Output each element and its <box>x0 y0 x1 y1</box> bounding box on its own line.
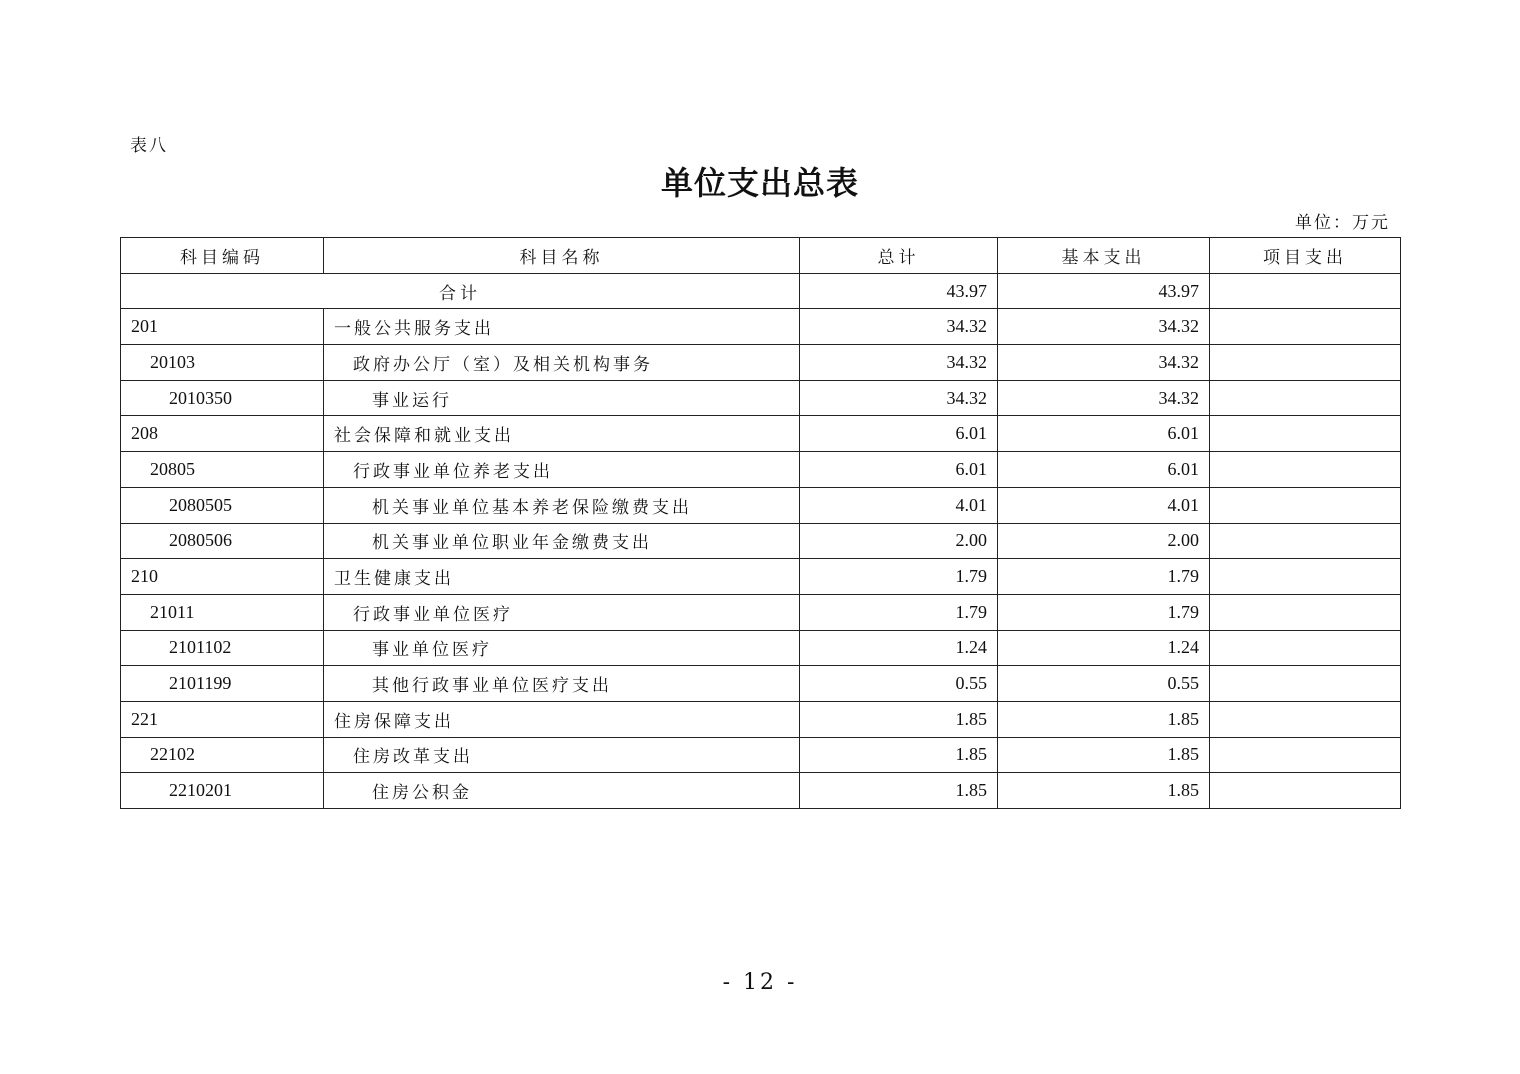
row-project-expense <box>1210 523 1401 559</box>
row-total: 2.00 <box>800 523 998 559</box>
row-project-expense <box>1210 487 1401 523</box>
page-title: 单位支出总表 <box>660 164 859 202</box>
row-subject-code: 22102 <box>121 737 324 773</box>
row-total: 1.79 <box>800 559 998 595</box>
row-project-expense <box>1210 666 1401 702</box>
row-subject-code: 2080506 <box>121 523 324 559</box>
table-row <box>121 523 1401 559</box>
row-subject-code: 2010350 <box>121 380 324 416</box>
row-subject-code: 201 <box>121 309 324 345</box>
table-row <box>121 309 1401 345</box>
unit-note: 单位：万元 <box>1295 213 1390 233</box>
row-subject-code: 221 <box>121 701 324 737</box>
row-total: 1.79 <box>800 594 998 630</box>
row-basic-expense: 6.01 <box>998 452 1210 488</box>
row-basic-expense: 34.32 <box>998 380 1210 416</box>
header-total: 总计 <box>800 238 998 274</box>
table-row <box>121 380 1401 416</box>
row-project-expense <box>1210 773 1401 809</box>
row-subject-name: 卫生健康支出 <box>324 559 800 595</box>
table-row <box>121 559 1401 595</box>
row-project-expense <box>1210 380 1401 416</box>
row-total: 1.85 <box>800 773 998 809</box>
row-subject-code: 210 <box>121 559 324 595</box>
header-project-expense: 项目支出 <box>1210 238 1401 274</box>
row-project-expense <box>1210 559 1401 595</box>
row-total: 0.55 <box>800 666 998 702</box>
row-basic-expense: 34.32 <box>998 345 1210 381</box>
expense-summary-table <box>120 237 1401 809</box>
row-subject-name: 一般公共服务支出 <box>324 309 800 345</box>
row-total: 34.32 <box>800 309 998 345</box>
row-project-expense <box>1210 594 1401 630</box>
row-subject-name: 行政事业单位医疗 <box>324 594 800 630</box>
table-label: 表八 <box>130 136 168 156</box>
table-row <box>121 701 1401 737</box>
total-row <box>121 273 1401 309</box>
row-basic-expense: 34.32 <box>998 309 1210 345</box>
row-project-expense <box>1210 309 1401 345</box>
row-subject-code: 20103 <box>121 345 324 381</box>
total-row-total: 43.97 <box>800 273 998 309</box>
row-basic-expense: 1.85 <box>998 773 1210 809</box>
row-subject-name: 住房改革支出 <box>324 737 800 773</box>
table-row <box>121 666 1401 702</box>
total-row-label: 合计 <box>121 273 800 309</box>
row-total: 34.32 <box>800 380 998 416</box>
table-row <box>121 416 1401 452</box>
row-project-expense <box>1210 737 1401 773</box>
row-basic-expense: 1.79 <box>998 559 1210 595</box>
table-row <box>121 737 1401 773</box>
row-basic-expense: 1.85 <box>998 701 1210 737</box>
table-row <box>121 345 1401 381</box>
row-total: 34.32 <box>800 345 998 381</box>
row-total: 6.01 <box>800 452 998 488</box>
row-project-expense <box>1210 345 1401 381</box>
row-basic-expense: 4.01 <box>998 487 1210 523</box>
table-row <box>121 487 1401 523</box>
row-basic-expense: 1.85 <box>998 737 1210 773</box>
total-row-basic: 43.97 <box>998 273 1210 309</box>
row-project-expense <box>1210 630 1401 666</box>
table-header-row <box>121 238 1401 274</box>
row-total: 4.01 <box>800 487 998 523</box>
row-subject-name: 住房公积金 <box>324 773 800 809</box>
row-subject-name: 行政事业单位养老支出 <box>324 452 800 488</box>
row-subject-name: 事业单位医疗 <box>324 630 800 666</box>
row-subject-name: 社会保障和就业支出 <box>324 416 800 452</box>
row-total: 1.24 <box>800 630 998 666</box>
table-row <box>121 594 1401 630</box>
row-basic-expense: 2.00 <box>998 523 1210 559</box>
table-row <box>121 630 1401 666</box>
header-subject-code: 科目编码 <box>121 238 324 274</box>
row-subject-code: 2210201 <box>121 773 324 809</box>
table-row <box>121 452 1401 488</box>
page-number: - 12 - <box>722 970 798 995</box>
row-subject-name: 机关事业单位基本养老保险缴费支出 <box>324 487 800 523</box>
row-subject-name: 其他行政事业单位医疗支出 <box>324 666 800 702</box>
row-subject-name: 事业运行 <box>324 380 800 416</box>
row-subject-name: 政府办公厅（室）及相关机构事务 <box>324 345 800 381</box>
row-basic-expense: 1.24 <box>998 630 1210 666</box>
table-row <box>121 773 1401 809</box>
header-subject-name: 科目名称 <box>324 238 800 274</box>
row-subject-code: 2101199 <box>121 666 324 702</box>
row-project-expense <box>1210 416 1401 452</box>
row-subject-code: 2101102 <box>121 630 324 666</box>
row-basic-expense: 6.01 <box>998 416 1210 452</box>
row-subject-code: 2080505 <box>121 487 324 523</box>
row-subject-code: 20805 <box>121 452 324 488</box>
row-subject-name: 机关事业单位职业年金缴费支出 <box>324 523 800 559</box>
row-subject-code: 21011 <box>121 594 324 630</box>
row-total: 1.85 <box>800 737 998 773</box>
row-subject-name: 住房保障支出 <box>324 701 800 737</box>
row-total: 1.85 <box>800 701 998 737</box>
total-row-project <box>1210 273 1401 309</box>
row-project-expense <box>1210 452 1401 488</box>
header-basic-expense: 基本支出 <box>998 238 1210 274</box>
row-basic-expense: 0.55 <box>998 666 1210 702</box>
row-basic-expense: 1.79 <box>998 594 1210 630</box>
row-project-expense <box>1210 701 1401 737</box>
row-subject-code: 208 <box>121 416 324 452</box>
row-total: 6.01 <box>800 416 998 452</box>
